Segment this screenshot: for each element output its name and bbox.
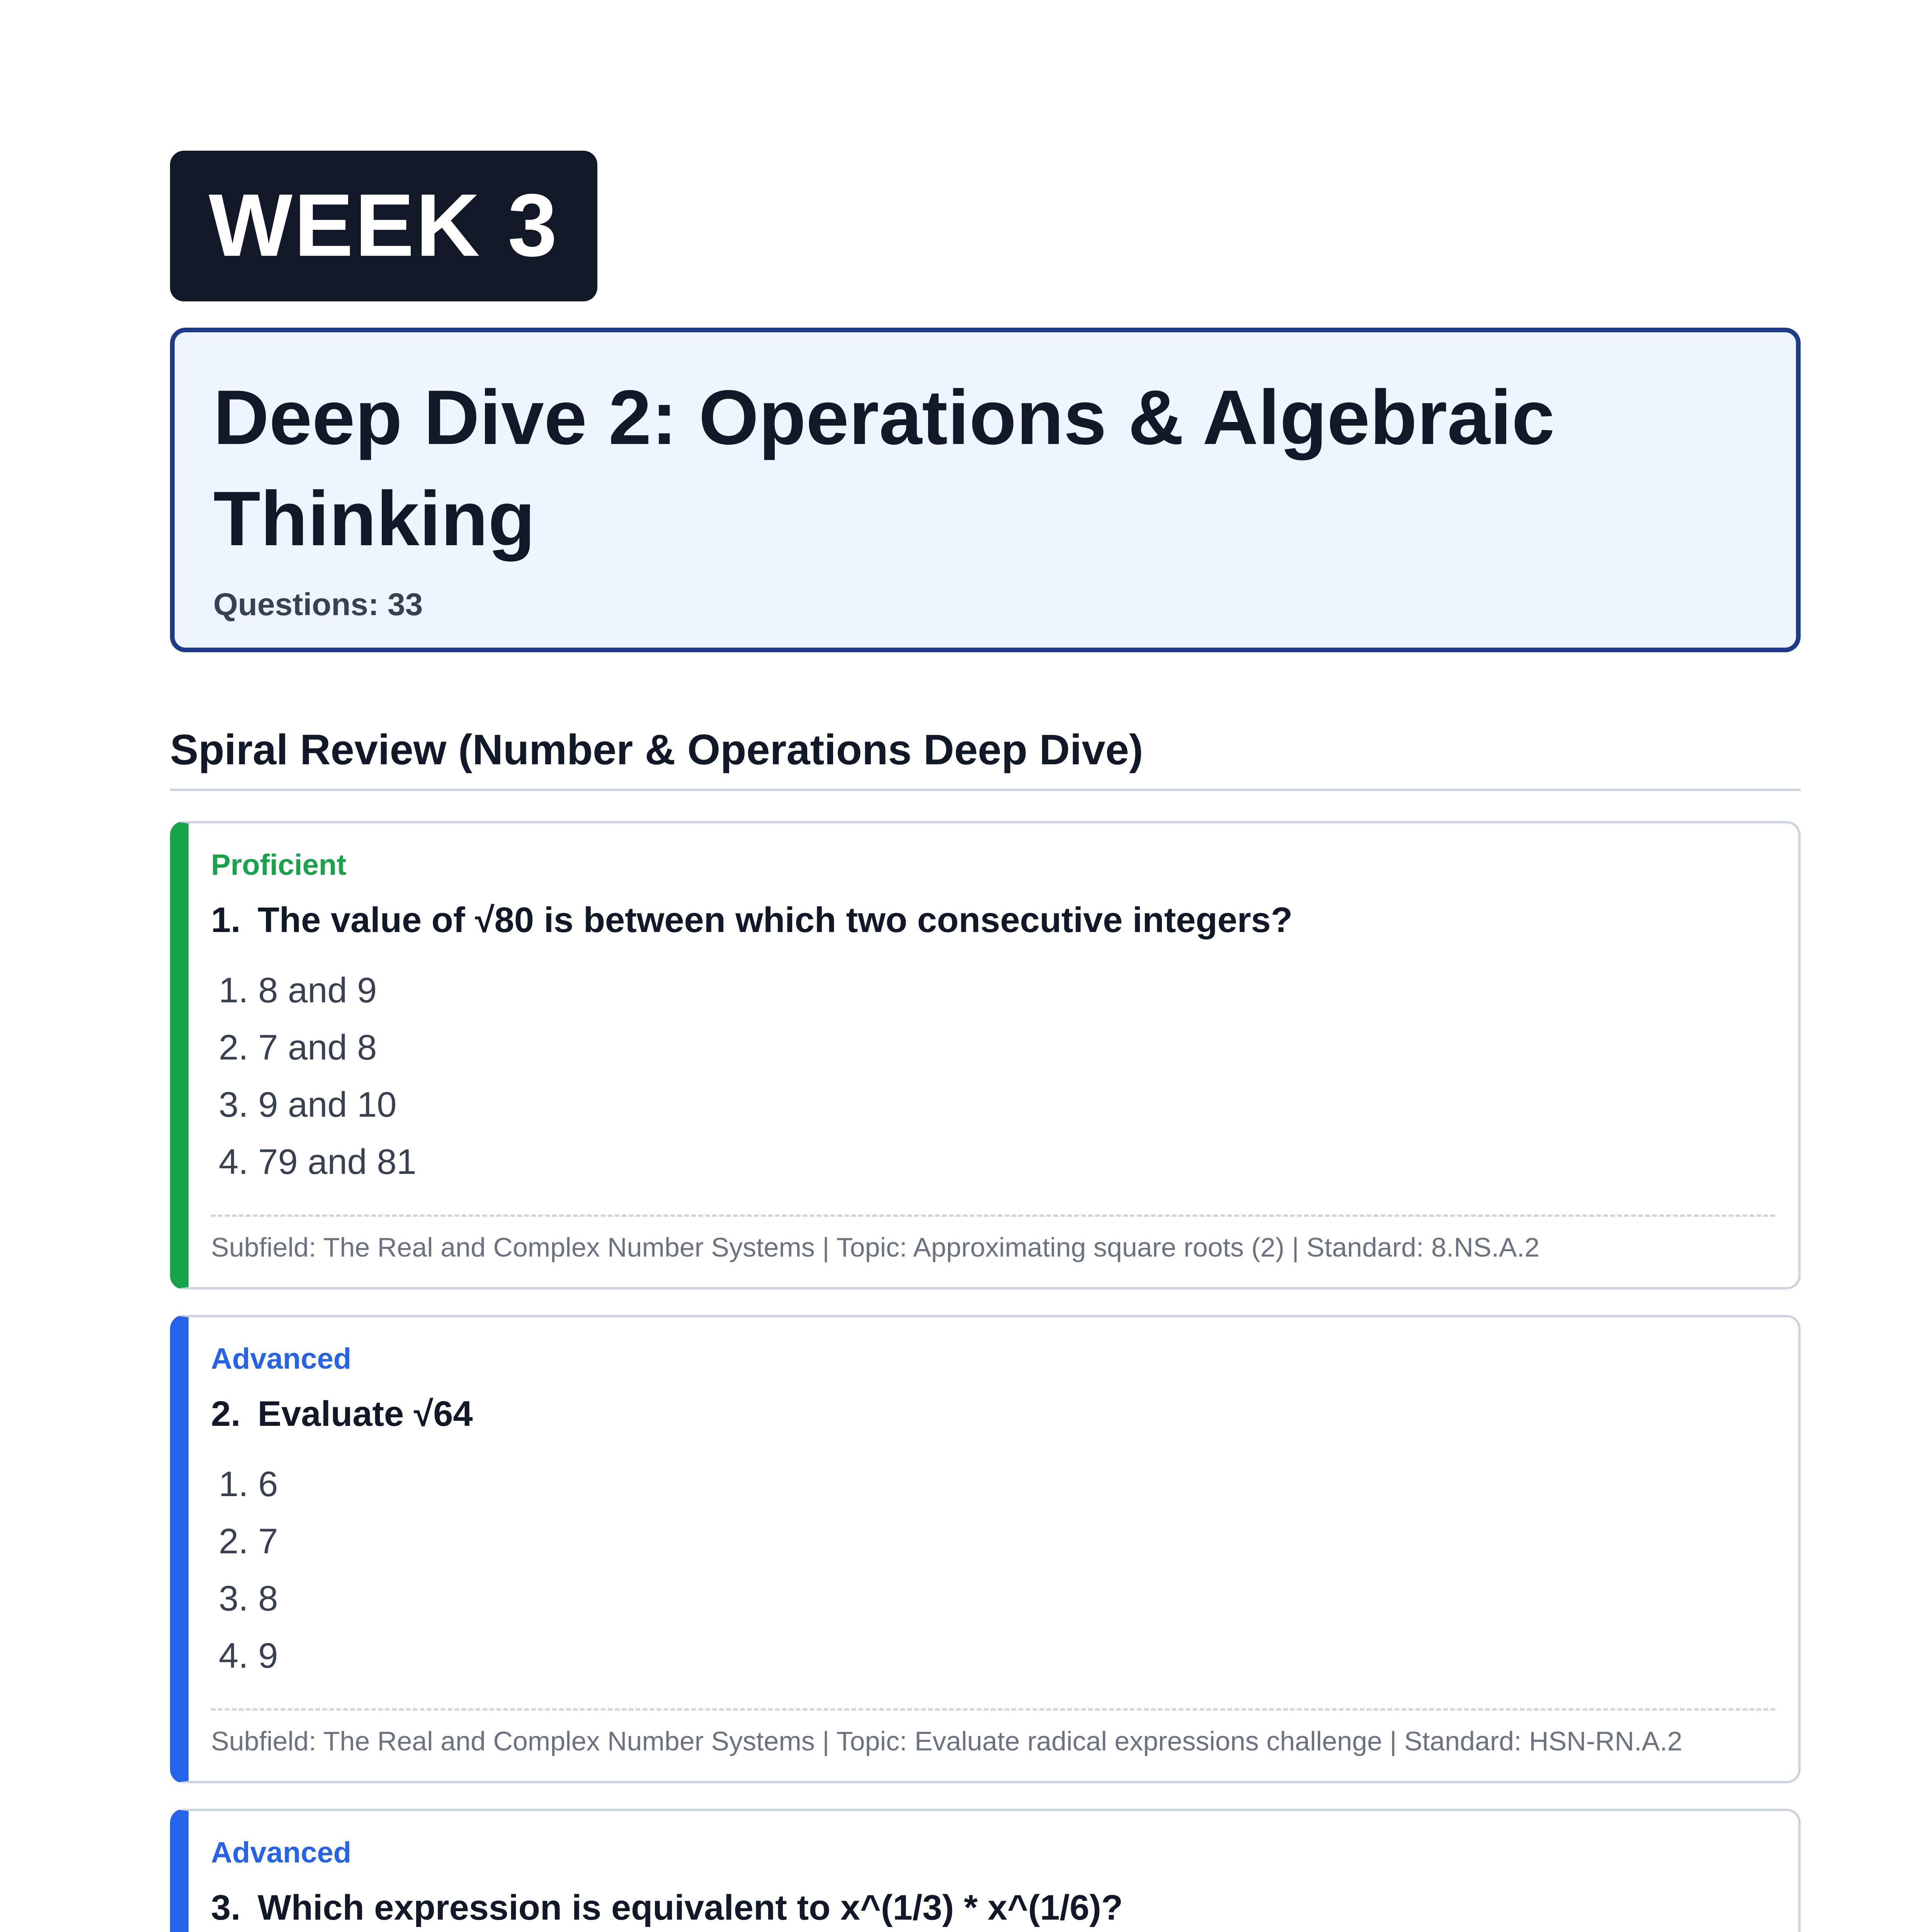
answer-choices [211,1456,1775,1684]
answer-choice: 4. 79 and 81 [219,1142,417,1182]
difficulty-level: Advanced [211,1836,352,1869]
answer-choice: 4. 9 [219,1636,278,1675]
question-card-1 [170,821,1801,1289]
question-metadata: Subfield: The Real and Complex Number Systems | Topic: Evaluate radical expressions challenge | Standard: HSN-RN.A.2 [211,1708,1775,1755]
answer-choice: 3. 9 and 10 [219,1085,397,1124]
question-number: 3. [211,1888,241,1927]
week-badge: WEEK 3 [170,151,597,301]
question-metadata: Subfield: The Real and Complex Number Systems | Topic: Approximating square roots (2) | Standard: 8.NS.A.2 [211,1214,1775,1261]
answer-choice: 2. 7 [219,1522,278,1561]
question-text: Evaluate √64 [257,1394,473,1434]
page-title: Deep Dive 2: Operations & Algebraic Thinking [213,374,1555,562]
answer-choice: 3. 8 [219,1579,278,1618]
question-card-2 [170,1315,1801,1783]
section-title: Spiral Review (Number & Operations Deep Dive) [170,726,1801,791]
question-number: 1. [211,900,241,940]
answer-choice: 1. 6 [219,1464,278,1504]
difficulty-level: Advanced [211,1342,352,1375]
worksheet-page [170,151,1801,1932]
question-text: The value of √80 is between which two consecutive integers? [257,900,1293,940]
difficulty-level: Proficient [211,849,347,881]
questions-count: Questions: 33 [213,587,423,622]
question-stem [211,1890,1775,1925]
question-stem [211,902,1775,938]
answer-choice: 1. 8 and 9 [219,971,377,1010]
answer-choice: 2. 7 and 8 [219,1028,377,1067]
question-text: Which expression is equivalent to x^(1/3) * x^(1/6)? [257,1888,1123,1927]
deep-dive-header [170,328,1801,652]
question-card-3 [170,1809,1801,1932]
answer-choices [211,962,1775,1190]
question-list [170,821,1801,1932]
question-number: 2. [211,1394,241,1434]
question-stem [211,1396,1775,1432]
